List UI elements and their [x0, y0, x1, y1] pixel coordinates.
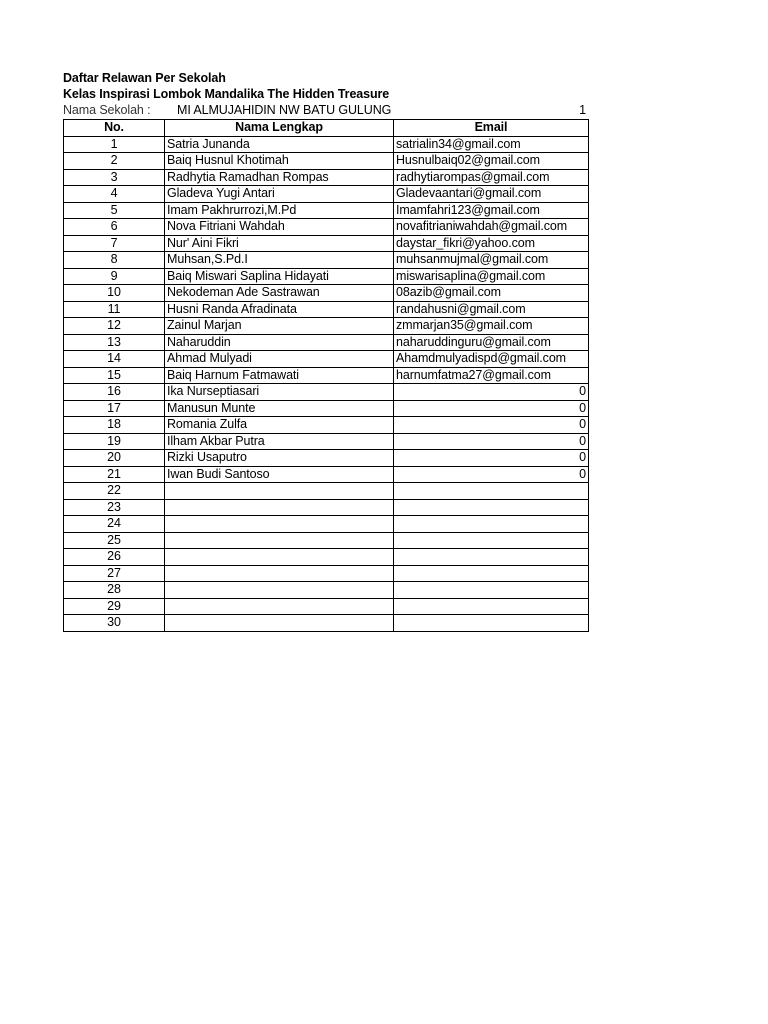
- email-cell: 0: [394, 417, 589, 434]
- row-number-cell: 25: [64, 532, 165, 549]
- name-cell: Zainul Marjan: [165, 318, 394, 335]
- email-cell: radhytiarompas@gmail.com: [394, 169, 589, 186]
- name-cell: Husni Randa Afradinata: [165, 301, 394, 318]
- email-cell: [394, 499, 589, 516]
- row-number-cell: 2: [64, 153, 165, 170]
- table-row: [64, 400, 589, 417]
- table-row: [64, 433, 589, 450]
- table-row: [64, 499, 589, 516]
- column-header-no: No.: [64, 120, 165, 137]
- name-cell: Nekodeman Ade Sastrawan: [165, 285, 394, 302]
- row-number-cell: 15: [64, 367, 165, 384]
- table-row: [64, 334, 589, 351]
- table-row: [64, 153, 589, 170]
- table-row: [64, 384, 589, 401]
- email-cell: 08azib@gmail.com: [394, 285, 589, 302]
- table-body: [64, 136, 589, 631]
- email-cell: miswarisaplina@gmail.com: [394, 268, 589, 285]
- row-number-cell: 24: [64, 516, 165, 533]
- document-subtitle: Kelas Inspirasi Lombok Mandalika The Hidden Treasure: [63, 87, 390, 101]
- name-cell: Baiq Harnum Fatmawati: [165, 367, 394, 384]
- table-row: [64, 615, 589, 632]
- name-cell: Gladeva Yugi Antari: [165, 186, 394, 203]
- name-cell: Iwan Budi Santoso: [165, 466, 394, 483]
- row-number-cell: 12: [64, 318, 165, 335]
- column-header-email: Email: [394, 120, 589, 137]
- row-number-cell: 17: [64, 400, 165, 417]
- email-cell: 0: [394, 450, 589, 467]
- table-row: [64, 169, 589, 186]
- name-cell: [165, 483, 394, 500]
- email-cell: 0: [394, 466, 589, 483]
- spreadsheet-page: [63, 70, 588, 632]
- column-header-name: Nama Lengkap: [165, 120, 394, 137]
- row-number-cell: 6: [64, 219, 165, 236]
- email-cell: [394, 582, 589, 599]
- row-number-cell: 10: [64, 285, 165, 302]
- volunteer-table: [63, 119, 589, 632]
- name-cell: Imam Pakhrurrozi,M.Pd: [165, 202, 394, 219]
- row-number-cell: 19: [64, 433, 165, 450]
- row-number-cell: 7: [64, 235, 165, 252]
- name-cell: Nova Fitriani Wahdah: [165, 219, 394, 236]
- row-number-cell: 13: [64, 334, 165, 351]
- school-label: Nama Sekolah :: [63, 103, 151, 117]
- name-cell: [165, 532, 394, 549]
- email-cell: Imamfahri123@gmail.com: [394, 202, 589, 219]
- name-cell: [165, 499, 394, 516]
- email-cell: [394, 483, 589, 500]
- row-number-cell: 9: [64, 268, 165, 285]
- name-cell: Muhsan,S.Pd.I: [165, 252, 394, 269]
- table-row: [64, 582, 589, 599]
- email-cell: novafitrianiwahdah@gmail.com: [394, 219, 589, 236]
- school-name: MI ALMUJAHIDIN NW BATU GULUNG: [177, 103, 392, 117]
- name-cell: Ahmad Mulyadi: [165, 351, 394, 368]
- email-cell: 0: [394, 400, 589, 417]
- row-number-cell: 27: [64, 565, 165, 582]
- email-cell: randahusni@gmail.com: [394, 301, 589, 318]
- row-number-cell: 20: [64, 450, 165, 467]
- email-cell: daystar_fikri@yahoo.com: [394, 235, 589, 252]
- email-cell: [394, 549, 589, 566]
- name-cell: [165, 598, 394, 615]
- table-row: [64, 466, 589, 483]
- email-cell: Gladevaantari@gmail.com: [394, 186, 589, 203]
- row-number-cell: 18: [64, 417, 165, 434]
- email-cell: satrialin34@gmail.com: [394, 136, 589, 153]
- row-number-cell: 14: [64, 351, 165, 368]
- row-number-cell: 4: [64, 186, 165, 203]
- table-row: [64, 450, 589, 467]
- name-cell: Radhytia Ramadhan Rompas: [165, 169, 394, 186]
- document-title: Daftar Relawan Per Sekolah: [63, 71, 226, 85]
- email-cell: muhsanmujmal@gmail.com: [394, 252, 589, 269]
- name-cell: [165, 549, 394, 566]
- row-number-cell: 26: [64, 549, 165, 566]
- table-row: [64, 318, 589, 335]
- name-cell: Ilham Akbar Putra: [165, 433, 394, 450]
- table-row: [64, 301, 589, 318]
- email-cell: [394, 516, 589, 533]
- table-row: [64, 549, 589, 566]
- email-cell: zmmarjan35@gmail.com: [394, 318, 589, 335]
- table-row: [64, 351, 589, 368]
- table-header-row: [64, 120, 589, 137]
- name-cell: [165, 516, 394, 533]
- email-cell: [394, 615, 589, 632]
- table-row: [64, 532, 589, 549]
- name-cell: Satria Junanda: [165, 136, 394, 153]
- row-number-cell: 22: [64, 483, 165, 500]
- row-number-cell: 21: [64, 466, 165, 483]
- table-row: [64, 417, 589, 434]
- table-row: [64, 235, 589, 252]
- page-number: 1: [579, 103, 586, 117]
- school-info-line: [63, 102, 588, 118]
- email-cell: Husnulbaiq02@gmail.com: [394, 153, 589, 170]
- name-cell: Ika Nurseptiasari: [165, 384, 394, 401]
- row-number-cell: 30: [64, 615, 165, 632]
- row-number-cell: 29: [64, 598, 165, 615]
- email-cell: [394, 598, 589, 615]
- email-cell: [394, 565, 589, 582]
- table-row: [64, 367, 589, 384]
- table-row: [64, 516, 589, 533]
- row-number-cell: 16: [64, 384, 165, 401]
- table-row: [64, 186, 589, 203]
- table-row: [64, 565, 589, 582]
- email-cell: harnumfatma27@gmail.com: [394, 367, 589, 384]
- email-cell: [394, 532, 589, 549]
- row-number-cell: 1: [64, 136, 165, 153]
- table-row: [64, 598, 589, 615]
- name-cell: Rizki Usaputro: [165, 450, 394, 467]
- email-cell: Ahamdmulyadispd@gmail.com: [394, 351, 589, 368]
- table-row: [64, 285, 589, 302]
- name-cell: Baiq Miswari Saplina Hidayati: [165, 268, 394, 285]
- name-cell: Romania Zulfa: [165, 417, 394, 434]
- table-row: [64, 252, 589, 269]
- name-cell: [165, 565, 394, 582]
- table-row: [64, 136, 589, 153]
- name-cell: Baiq Husnul Khotimah: [165, 153, 394, 170]
- name-cell: Nur' Aini Fikri: [165, 235, 394, 252]
- name-cell: [165, 582, 394, 599]
- name-cell: Manusun Munte: [165, 400, 394, 417]
- table-row: [64, 219, 589, 236]
- row-number-cell: 3: [64, 169, 165, 186]
- row-number-cell: 23: [64, 499, 165, 516]
- table-row: [64, 483, 589, 500]
- email-cell: 0: [394, 433, 589, 450]
- row-number-cell: 11: [64, 301, 165, 318]
- row-number-cell: 8: [64, 252, 165, 269]
- email-cell: naharuddinguru@gmail.com: [394, 334, 589, 351]
- table-row: [64, 202, 589, 219]
- name-cell: [165, 615, 394, 632]
- row-number-cell: 28: [64, 582, 165, 599]
- name-cell: Naharuddin: [165, 334, 394, 351]
- row-number-cell: 5: [64, 202, 165, 219]
- table-row: [64, 268, 589, 285]
- email-cell: 0: [394, 384, 589, 401]
